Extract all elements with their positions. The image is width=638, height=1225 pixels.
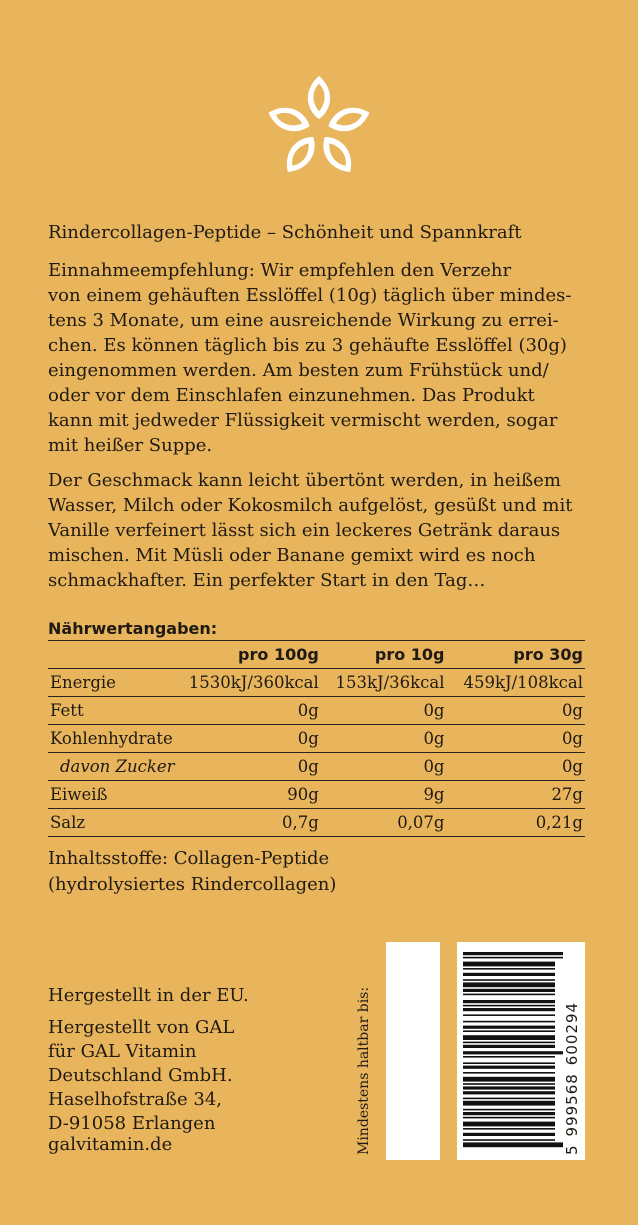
value-cell: 0g xyxy=(187,753,321,781)
barcode-bar xyxy=(463,994,555,996)
value-cell: 0g xyxy=(447,697,586,725)
value-cell: 0g xyxy=(447,725,586,753)
table-row xyxy=(48,781,585,809)
ean-number xyxy=(563,994,581,1155)
barcode-bar xyxy=(463,1008,555,1011)
nutrition-header-row xyxy=(48,641,585,669)
taste-paragraph xyxy=(48,468,593,593)
column-header xyxy=(48,641,187,669)
barcode-bar xyxy=(463,1072,555,1074)
ean-left-digits: 999568 xyxy=(563,1073,581,1137)
barcode-bar xyxy=(463,1086,555,1089)
row-label: Salz xyxy=(48,809,187,837)
table-row xyxy=(48,809,585,837)
barcode-bar xyxy=(463,1083,555,1085)
barcode-bar xyxy=(463,1139,555,1141)
text-line: Inhaltsstoffe: Collagen-Peptide xyxy=(48,848,330,869)
barcode-bar xyxy=(463,1117,555,1119)
text-line: mischen. Mit Müsli oder Banane gemixt wird es noch xyxy=(48,545,536,566)
barcode-bar xyxy=(463,1101,555,1106)
barcode-bar xyxy=(463,1000,555,1003)
row-label: Fett xyxy=(48,697,187,725)
barcode-bar xyxy=(463,952,563,955)
barcode-bar xyxy=(463,1045,555,1048)
best-before-field xyxy=(386,942,440,1160)
barcode-bar xyxy=(463,1021,555,1023)
text-line: Der Geschmack kann leicht übertönt werden, in heißem xyxy=(48,470,561,491)
barcode-bar xyxy=(463,1005,555,1007)
text-line: Haselhofstraße 34, xyxy=(48,1089,222,1110)
barcode-bar xyxy=(463,1030,555,1032)
best-before-label: Mindestens haltbar bis: xyxy=(356,986,372,1155)
barcode-bar xyxy=(463,957,563,959)
value-cell: 27g xyxy=(447,781,586,809)
website: galvitamin.de xyxy=(48,1134,173,1155)
table-row xyxy=(48,669,585,697)
barcode-bar xyxy=(463,1133,555,1136)
barcode-bar xyxy=(463,1051,563,1054)
nutrition-table xyxy=(48,640,585,837)
text-line: eingenommen werden. Am besten zum Frühstück und/ xyxy=(48,360,549,381)
barcode-bar xyxy=(463,973,555,976)
nutrition-heading: Nährwertangaben: xyxy=(48,619,218,638)
value-cell: 1530kJ/360kcal xyxy=(187,669,321,697)
row-label: Eiweiß xyxy=(48,781,187,809)
barcode-bar xyxy=(463,1066,555,1069)
text-line: oder vor dem Einschlafen einzunehmen. Das Produkt xyxy=(48,385,535,406)
barcode-bar xyxy=(463,1056,555,1058)
text-line: von einem gehäuften Esslöffel (10g) täglich über mindes- xyxy=(48,285,572,306)
barcode-bar xyxy=(463,962,555,967)
value-cell: 0,21g xyxy=(447,809,586,837)
table-row xyxy=(48,753,585,781)
text-line: Deutschland GmbH. xyxy=(48,1065,233,1086)
barcode-bar xyxy=(463,1091,555,1094)
barcode-bar xyxy=(463,1077,555,1082)
barcode-bar xyxy=(463,1112,555,1115)
column-header: pro 30g xyxy=(447,641,586,669)
text-line: (hydrolysiertes Rindercollagen) xyxy=(48,874,337,895)
value-cell: 153kJ/36kcal xyxy=(321,669,447,697)
column-header: pro 10g xyxy=(321,641,447,669)
value-cell: 0g xyxy=(321,753,447,781)
value-cell: 90g xyxy=(187,781,321,809)
barcode-bar xyxy=(463,968,555,970)
ingredients xyxy=(48,846,378,898)
value-cell: 0g xyxy=(187,697,321,725)
table-row xyxy=(48,725,585,753)
row-label: Energie xyxy=(48,669,187,697)
manufacturer-address xyxy=(48,1016,234,1136)
barcode-bar xyxy=(463,1128,555,1130)
value-cell: 0,7g xyxy=(187,809,321,837)
text-line: kann mit jedweder Flüssigkeit vermischt werden, sogar xyxy=(48,410,558,431)
barcode-bar xyxy=(463,1109,555,1111)
text-line: Wasser, Milch oder Kokosmilch aufgelöst, gesüßt und mit xyxy=(48,495,573,516)
text-line: Vanille verfeinert lässt sich ein leckeres Getränk daraus xyxy=(48,520,561,541)
barcode-icon xyxy=(463,950,563,1150)
barcode-bar xyxy=(463,989,555,992)
value-cell: 0g xyxy=(321,725,447,753)
value-cell: 459kJ/108kcal xyxy=(447,669,586,697)
text-line: Einnahmeempfehlung: Wir empfehlen den Verzehr xyxy=(48,260,512,281)
row-label: Kohlenhydrate xyxy=(48,725,187,753)
barcode-bar xyxy=(463,1026,555,1029)
column-header: pro 100g xyxy=(187,641,321,669)
barcode-bar xyxy=(463,1098,555,1100)
value-cell: 0g xyxy=(321,697,447,725)
text-line: Hergestellt von GAL xyxy=(48,1017,235,1038)
barcode-bar xyxy=(463,1014,555,1016)
product-title: Rindercollagen-Peptide – Schönheit und Spannkraft xyxy=(48,222,522,243)
value-cell: 9g xyxy=(321,781,447,809)
made-in-eu: Hergestellt in der EU. xyxy=(48,985,249,1006)
value-cell: 0g xyxy=(187,725,321,753)
barcode-bar xyxy=(463,1122,555,1127)
text-line: mit heißer Suppe. xyxy=(48,435,213,456)
value-cell: 0g xyxy=(447,753,586,781)
barcode-bar xyxy=(463,979,555,981)
text-line: für GAL Vitamin xyxy=(48,1041,197,1062)
barcode-bar xyxy=(463,1062,555,1064)
barcode-bar xyxy=(463,1042,555,1044)
text-line: tens 3 Monate, um eine ausreichende Wirkung zu errei- xyxy=(48,310,559,331)
intake-recommendation xyxy=(48,258,593,458)
row-label: davon Zucker xyxy=(48,753,187,781)
barcode-bar xyxy=(463,1142,563,1147)
ean-digit: 5 xyxy=(563,1144,581,1155)
ean-right-digits: 600294 xyxy=(563,1001,581,1066)
text-line: D-91058 Erlangen xyxy=(48,1113,216,1134)
table-row xyxy=(48,697,585,725)
barcode-bar xyxy=(463,1035,555,1040)
flower-logo-icon xyxy=(260,70,378,188)
barcode-bar xyxy=(463,982,555,987)
value-cell: 0,07g xyxy=(321,809,447,837)
text-line: chen. Es können täglich bis zu 3 gehäufte Esslöffel (30g) xyxy=(48,335,567,356)
text-line: schmackhafter. Ein perfekter Start in den Tag… xyxy=(48,570,486,591)
